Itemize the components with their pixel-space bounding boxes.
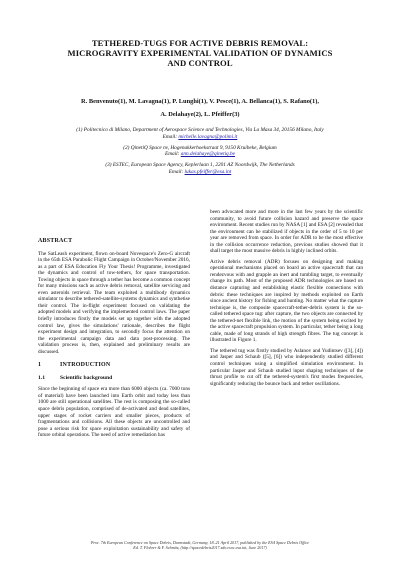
email-label: Email: [168,168,184,175]
affiliation-1-email-row [40,134,360,141]
paper-title [50,38,350,68]
intro-text: Since the beginning of space era more than 6000 objects (ca. 7000 tons of material) have been launched into Earth orbit and today less than 1000 are still operational satellites. The rest is composing the so-called space debris population, comprised of de-activated and dead satellites, upper stages of rocket carriers and smaller pieces, products of fragmentations and collisions. All these objects are uncontrolled and pose a serious risk for space exploitation sustainability and safety of future orbital operations. The need of active remediation has [38,386,190,439]
affiliation-3 [40,162,360,175]
affiliation-2 [40,145,360,158]
affiliation-3-text: (3) ESTEC, European Space Agency, Keplerlaan 1, 2201 AZ Noordwijk, The Netherlands [105,162,295,169]
email-link-3[interactable]: lukas.pfeiffer@esa.int [184,168,232,175]
email-link-2[interactable]: ann.delahaye@qinetiq.be [180,151,236,158]
right-paragraph-2: Active debris removal (ADR) focuses on designing and making operational mechanisms placed on board an active spacecraft that can rendezvous with and grapple an inert and tumbling target, to eventually change its path. Most of the proposed ADR technologies are based on distance capturing and establishing elastic flexible connections with debris: these techniques are inspired by methods exploited on Earth since ancient history for fishing and hunting. No matter what the capture technique is, the composite spacecraft-tether-debris system is the so-called tethered space tug: after capture, the two objects are connected by the tethered-net flexible link, the motion of the system being excited by the active spacecraft propulsion system. In particular, tether being a long cable, made of long strands of high strength fibres. The tug concept is illustrated in Figure 1. [210,258,363,344]
subsection-title: Scientific background [60,374,113,381]
title-line-2: MICROGRAVITY EXPERIMENTAL VALIDATION OF DYNAMICS [67,48,333,58]
abstract-text: The SatLeash experiment, flown on-board Novespace's Zero-G aircraft in the 65th ESA Parabolic Flight Campaign in October/November 2016, as a part of ESA Education Fly Your Thesis! Programme, investigated the dynamics and control of tow-tethers, for space transportation. Towing objects in space through a tether has become a common concept for many missions such as active debris removal, satellite servicing and even asteroids retrieval. The team exploited a multibody dynamics simulator to describe tethered-satellite-systems dynamics and synthetise their control. The in-flight experiment focused on validating the adopted models and verifying the implemented control laws. The paper briefly introduces firstly the models set up together with the adopted control law, gives the simulations' rationale, describes the flight experiment design and integration, to secondly focus the attention on the experimental campaign data and data post-processing. The validation process is, then, explained and preliminary results are discussed. [38,250,190,355]
right-paragraph-3: The tethered tug was firstly studied by Aslanov and Yudintsev ([3], [4]) and Jasper and Schaub ([5], [6]) who independently studied different control techniques using a simplified simulation environment. In particular Jasper and Schaub studied input shaping techniques of the thrust profile to cut off the tethered-system's first modes frequencies, significantly reducing the bounce back and tether oscillations. [210,347,363,387]
authors-line-1: R. Benvenuto(1), M. Lavagna(1), P. Lunghi(1), V. Pesce(1), A. Bellanca(1), S. Rafano(1), [81,98,319,105]
authors-line-2: A. Delahaye(2), L. Pfeiffer(3) [160,111,240,118]
email-link-1[interactable]: michelle.lavagna@polimi.it [178,133,238,140]
subsection-heading [38,375,190,382]
section-heading-introduction [38,362,190,369]
footer-line-1: Proc. 7th European Conference on Space Debris, Darmstadt, Germany, 18–21 April 2017, published by the ESA Space Debris Office [90,540,310,545]
subsection-number: 1.1 [38,374,45,381]
footer-line-2: Ed. T. Flohrer & F. Schmitz, (http://spacedebris2017.sdo.esoc.esa.int, June 2017) [133,545,267,551]
abstract-heading: ABSTRACT [38,238,73,244]
title-line-1: TETHERED-TUGS FOR ACTIVE DEBRIS REMOVAL: [91,38,309,48]
affiliation-3-email-row [40,169,360,176]
affiliation-2-text: (2) QinetiQ Space nv, Hogenakkerhoekstraat 9, 9150 Kruibeke, Belgium [123,144,277,151]
section-title: INTRODUCTION [60,362,111,369]
affiliation-2-email-row [40,151,360,158]
author-list [40,98,360,119]
page-footer [40,540,360,550]
email-label: Email: [164,151,180,158]
email-label: Email: [162,133,178,140]
right-column [210,209,363,391]
affiliations [40,127,360,180]
title-line-3: AND CONTROL [167,58,233,68]
left-column [38,238,190,443]
affiliation-1-text: (1) Politecnico di Milano, Department of Aerospace Science and Technologies, Via La Masa 34, 20156 Milano, Italy [76,127,324,133]
affiliation-1 [40,127,360,140]
section-number: 1 [38,362,42,369]
right-paragraph-1: been advocated more and more in the last few years by the scientific community, to avoid future collision hazard and preserve the space environment. Recent studies run by NASA [1] and ESA [2] revealed that the environment can be stabilized if objects in the order of 5 to 10 per year are removed from space. In order for ADR to be the most effective in the collision occurrence reduction, previous studies showed that it shall target the most massive debris in highly inclined orbits. [210,209,363,255]
